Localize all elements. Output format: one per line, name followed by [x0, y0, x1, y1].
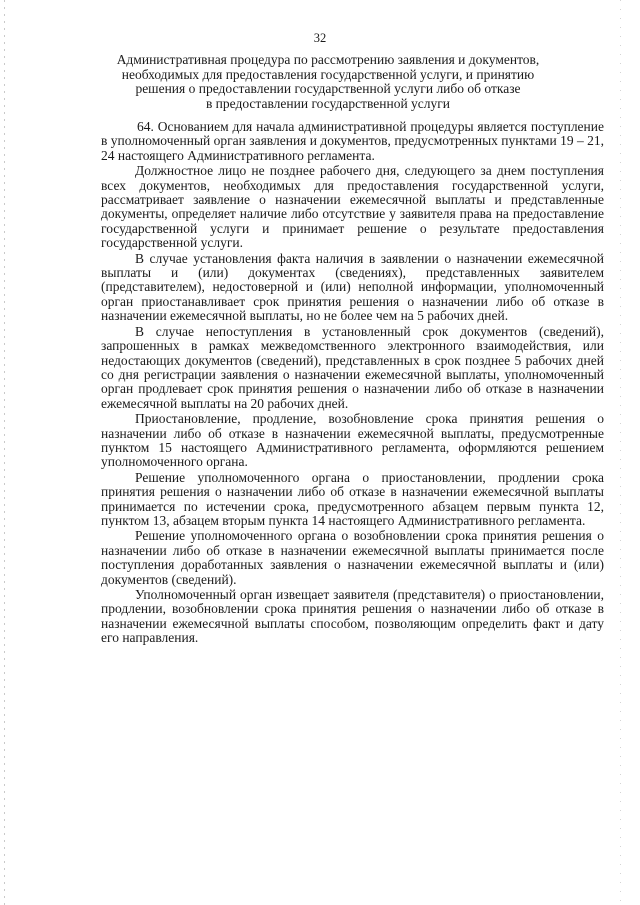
paragraph: В случае установления факта наличия в заявлении о назначении ежемесячной выплаты и (или) документах (сведениях), представленных заявителем (представителем), недостоверной и (или) неполной информации, уполномоченный орган приостанавливает срок принятия решения о назначении либо об отказе в назначении ежемесячной выплаты, но не более чем на 5 рабочих дней.	[101, 250, 604, 324]
heading-line: решения о предоставлении государственной услуги либо об отказе	[135, 81, 521, 96]
document-body	[101, 120, 604, 646]
paragraph-64: 64. Основанием для начала административной процедуры является поступление в уполномоченный орган заявления и документов, предусмотренных пунктами 19 – 21, 24 настоящего Административного регламента.	[101, 119, 604, 163]
scan-margin-right	[620, 0, 621, 905]
heading-line: необходимых для предоставления государственной услуги, и принятию	[121, 66, 535, 82]
paragraph: В случае непоступления в установленный срок документов (сведений), запрошенных в рамках межведомственного электронного взаимодействия, или недостающих документов (сведений), представленных в срок позднее 5 рабочих дней со дня регистрации заявления о назначении ежемесячной выплаты, уполномоченный орган продлевает срок принятия решения о назначении либо об отказе в назначении ежемесячной выплаты на 20 рабочих дней.	[101, 323, 604, 411]
scan-margin-left	[4, 0, 5, 905]
paragraph: Решение уполномоченного органа о возобновлении срока принятия решения о назначении либо об отказе в назначении ежемесячной выплаты принимается после поступления доработанных заявления о назначении ежемесячной выплаты и (или) документов (сведений).	[101, 528, 604, 587]
paragraph: Должностное лицо не позднее рабочего дня, следующего за днем поступления всех документов, необходимых для предоставления государственной услуги, рассматривает заявление о назначении ежемесячной выплаты и представленные документы, определяет наличие либо отсутствие у заявителя права на предоставление государственной услуги и принимает решение о результате предоставления государственной услуги.	[101, 163, 604, 251]
section-heading	[96, 53, 560, 111]
heading-line: в предоставлении государственной услуги	[205, 95, 451, 111]
heading-line: Административная процедура по рассмотрению заявления и документов,	[116, 52, 540, 67]
paragraph: Приостановление, продление, возобновление срока принятия решения о назначении либо об отказе в назначении ежемесячной выплаты, предусмотренные пунктом 15 настоящего Административного регламента, оформляются решением уполномоченного органа.	[101, 411, 604, 470]
paragraph: Решение уполномоченного органа о приостановлении, продлении срока принятия решения о назначении либо об отказе в назначении ежемесячной выплаты принимается по истечении срока, предусмотренного абзацем первым пункта 12, пунктом 13, абзацем вторым пункта 14 настоящего Административного регламента.	[101, 469, 604, 528]
page-number: 32	[313, 31, 327, 45]
paragraph: Уполномоченный орган извещает заявителя (представителя) о приостановлении, продлении, возобновлении срока принятия решения о назначении либо об отказе в назначении ежемесячной выплаты способом, позволяющим определить факт и дату его направления.	[101, 587, 604, 646]
